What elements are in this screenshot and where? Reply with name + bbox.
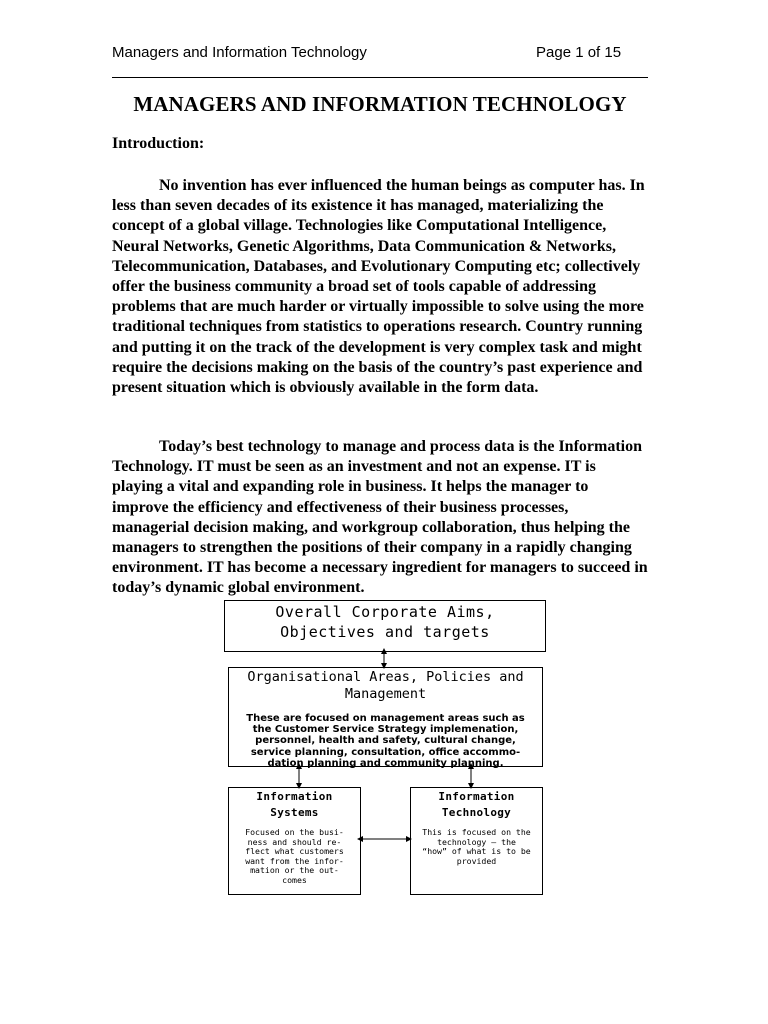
header-document-title: Managers and Information Technology [112,44,367,61]
is-body-line: ness and should re- [247,836,342,847]
it-body-line: technology – the [437,836,516,847]
information-technology-title-line-1: Information [438,790,515,803]
corporate-aims-title-line-1: Overall Corporate Aims, [275,603,495,621]
org-body-line: personnel, health and safety, cultural change, [255,735,516,747]
organisational-areas-title-line-1: Organisational Areas, Policies and [247,669,524,685]
is-body-line: want from the infor- [245,855,344,866]
header-page-number: Page 1 of 15 [536,44,622,61]
document-title: MANAGERS AND INFORMATION TECHNOLOGY [133,92,627,116]
is-body-line: Focused on the busi- [245,827,344,837]
paragraph-2-text: Today’s best technology to manage and process data is the Information Technology. IT must be seen as an investment and not an expense. IT is playing a vital and expanding role in business. It helps the manager to improve the efficiency and effectiveness of their business processes, managerial decision making, and workgroup collaboration, thus helping the managers to strengthen the positions of their company in a rapidly changing environment. IT has become a necessary ingredient for managers to succeed in today’s dynamic global environment. [112,438,648,597]
it-body-line: provided [456,855,497,866]
it-body-line: This is focused on the [422,827,531,837]
org-body-line: the Customer Service Strategy implemenation, [252,724,519,736]
is-body-line: mation or the out- [250,865,339,875]
corporate-aims-title-line-2: Objectives and targets [280,623,490,641]
information-systems-title-line-2: Systems [270,805,319,819]
is-body-line: comes [282,874,307,885]
it-body-line: “how” of what is to be [422,846,531,856]
information-technology-title-line-2: Technology [441,805,512,819]
organisational-areas-title-line-2: Management [344,686,427,702]
org-body-line: These are focused on management areas such as [246,713,525,724]
org-body-line: service planning, consultation, office accommo- [250,746,521,758]
paragraph-1-text: No invention has ever influenced the human beings as computer has. In less than seven decades of its existence it has managed, materializing the concept of a global village. Technologies like Computational Intelligence, Neural Networks, Genetic Algorithms, Data Communication & Networks, Telecommunication, Databases, and Evolutionary Computing etc; collectively offer the business community a broad set of tools capable of addressing problems that are much harder or virtually impossible to solve using the more traditional techniques from statistics to operations research. Country running and putting it on the track of the development is very complex task and might require the decisions making on the basis of the country’s past experience and present situation which is obviously available in the form data. [112,177,645,397]
is-body-line: flect what customers [245,846,344,856]
org-body-line: dation planning and community planning. [267,757,504,769]
information-systems-title-line-1: Information [256,790,333,803]
section-heading: Introduction: [112,135,205,152]
